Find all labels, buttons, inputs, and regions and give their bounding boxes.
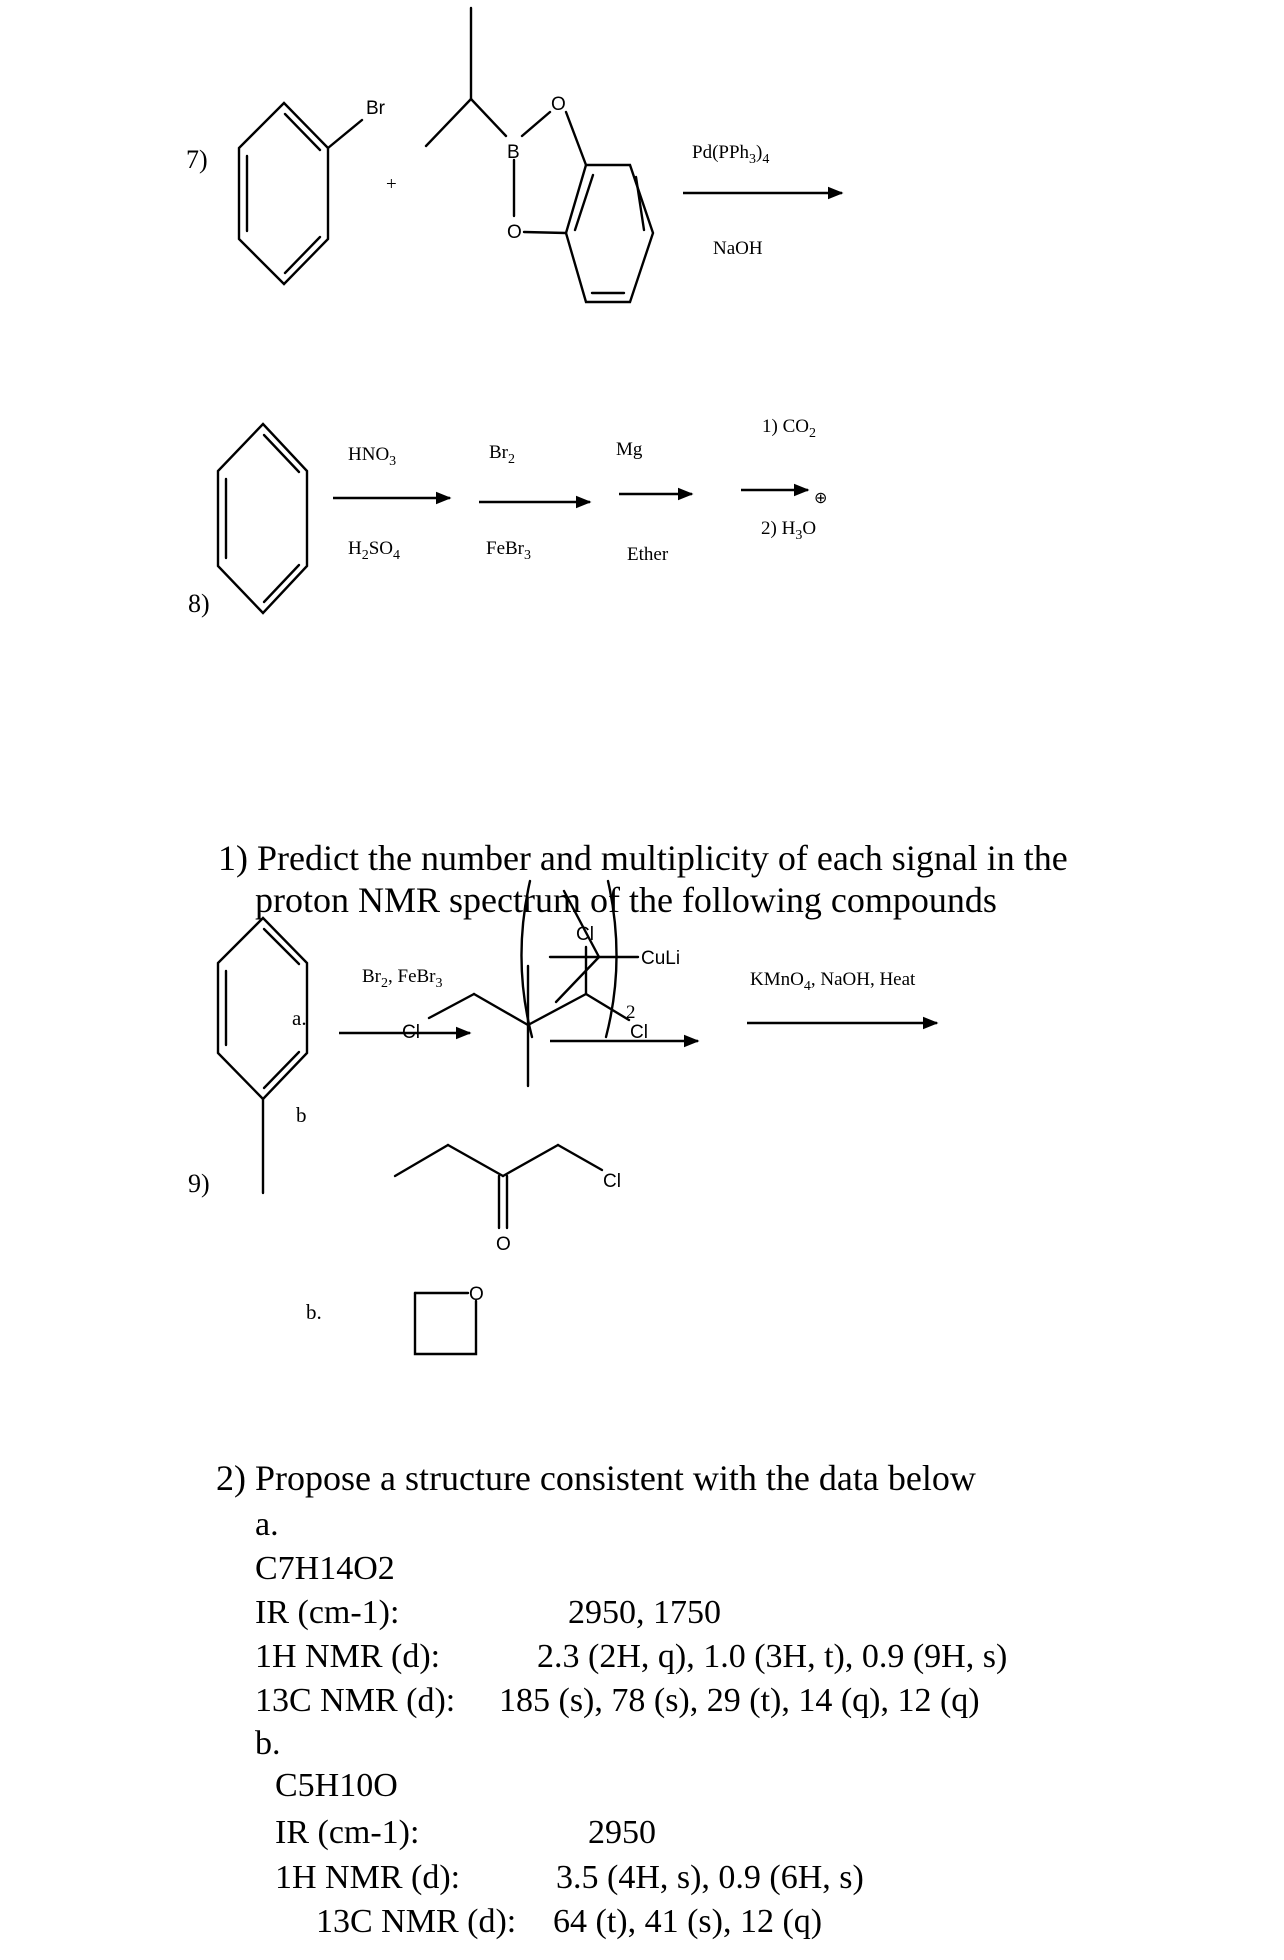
svg-text:Cl: Cl xyxy=(402,1022,420,1043)
ir-label-b: IR (cm-1): xyxy=(275,1814,420,1851)
toluene-structure xyxy=(218,918,307,1193)
svg-text:B: B xyxy=(507,142,520,163)
part-a-label: a. xyxy=(255,1506,279,1543)
question-2-title: 2) Propose a structure consistent with the data below xyxy=(216,1458,976,1498)
h-nmr-value-a: 2.3 (2H, q), 1.0 (3H, t), 0.9 (9H, s) xyxy=(537,1638,1008,1675)
reagent-iron-bromide: FeBr$_3$ xyxy=(486,538,531,563)
problem-8 xyxy=(188,416,827,618)
h-nmr-label-b: 1H NMR (d): xyxy=(275,1859,461,1896)
problem-9 xyxy=(188,881,937,1198)
h-nmr-label-a: 1H NMR (d): xyxy=(255,1638,441,1675)
c-nmr-value-b: 64 (t), 41 (s), 12 (q) xyxy=(553,1903,823,1940)
reagent-bromine: $Br_2$ xyxy=(489,442,515,467)
svg-text:Cl: Cl xyxy=(630,1022,648,1043)
svg-text:Cl: Cl xyxy=(603,1171,621,1192)
ir-label-a: IR (cm-1): xyxy=(255,1594,400,1631)
reagent-nitric-acid: $HNO_3$ xyxy=(348,444,397,469)
ir-value-b: 2950 xyxy=(588,1814,656,1851)
benzene-structure xyxy=(218,424,307,613)
h-nmr-value-b: 3.5 (4H, s), 0.9 (6H, s) xyxy=(556,1859,864,1896)
svg-text:CuLi: CuLi xyxy=(641,948,681,969)
question-1-line-2: proton NMR spectrum of the following compounds xyxy=(255,880,997,920)
question-1 xyxy=(218,838,1068,1354)
svg-text:O: O xyxy=(507,222,522,243)
reagent-sulfuric-acid: $H_2SO_4$ xyxy=(348,538,401,563)
svg-text:2: 2 xyxy=(626,1002,636,1023)
chloroketone-structure xyxy=(395,1145,621,1255)
question-1-line-1: 1) Predict the number and multiplicity of each signal in the xyxy=(218,838,1068,878)
reagent-catalyst: $Pd(PPh_3)_4$ xyxy=(692,142,770,167)
reagent-oxidation: KMnO$_4$, NaOH, Heat xyxy=(750,969,916,994)
part-b-label: b xyxy=(296,1103,307,1127)
formula-a: C7H14O2 xyxy=(255,1550,395,1587)
reagent-co2: 1) $CO_2$ xyxy=(762,416,816,441)
problem-7 xyxy=(186,8,842,302)
reagent-magnesium: Mg xyxy=(616,439,643,460)
reagent-base: NaOH xyxy=(713,238,763,259)
formula-b: C5H10O xyxy=(275,1767,398,1804)
reagent-bromination: $Br_2$, FeBr$_3$ xyxy=(362,966,443,991)
reagent-hydronium: 2) $H_3O$ xyxy=(761,518,817,543)
bromobenzene-structure xyxy=(239,98,386,284)
reagent-ether: Ether xyxy=(627,544,669,565)
svg-text:O: O xyxy=(469,1284,484,1305)
part-b2-label: b. xyxy=(306,1300,322,1324)
ir-value-a: 2950, 1750 xyxy=(568,1594,721,1631)
c-nmr-value-a: 185 (s), 78 (s), 29 (t), 14 (q), 12 (q) xyxy=(499,1682,980,1719)
c-nmr-label-b: 13C NMR (d): xyxy=(316,1903,517,1940)
svg-text:Cl: Cl xyxy=(576,924,594,945)
positive-charge-icon: ⊕ xyxy=(814,490,828,507)
question-2 xyxy=(216,1458,1007,1940)
oxetane-structure xyxy=(415,1284,484,1354)
problem-label: 8) xyxy=(188,589,210,618)
part-a-label: a. xyxy=(292,1006,307,1030)
isopropyl-catecholborane-structure xyxy=(426,8,653,302)
part-b-label: b. xyxy=(255,1725,281,1762)
svg-text:O: O xyxy=(551,94,566,115)
svg-text:Br: Br xyxy=(366,98,385,119)
svg-text:O: O xyxy=(496,1234,511,1255)
problem-label: 7) xyxy=(186,145,208,174)
problem-label: 9) xyxy=(188,1169,210,1198)
c-nmr-label-a: 13C NMR (d): xyxy=(255,1682,456,1719)
plus-sign: + xyxy=(386,174,397,195)
